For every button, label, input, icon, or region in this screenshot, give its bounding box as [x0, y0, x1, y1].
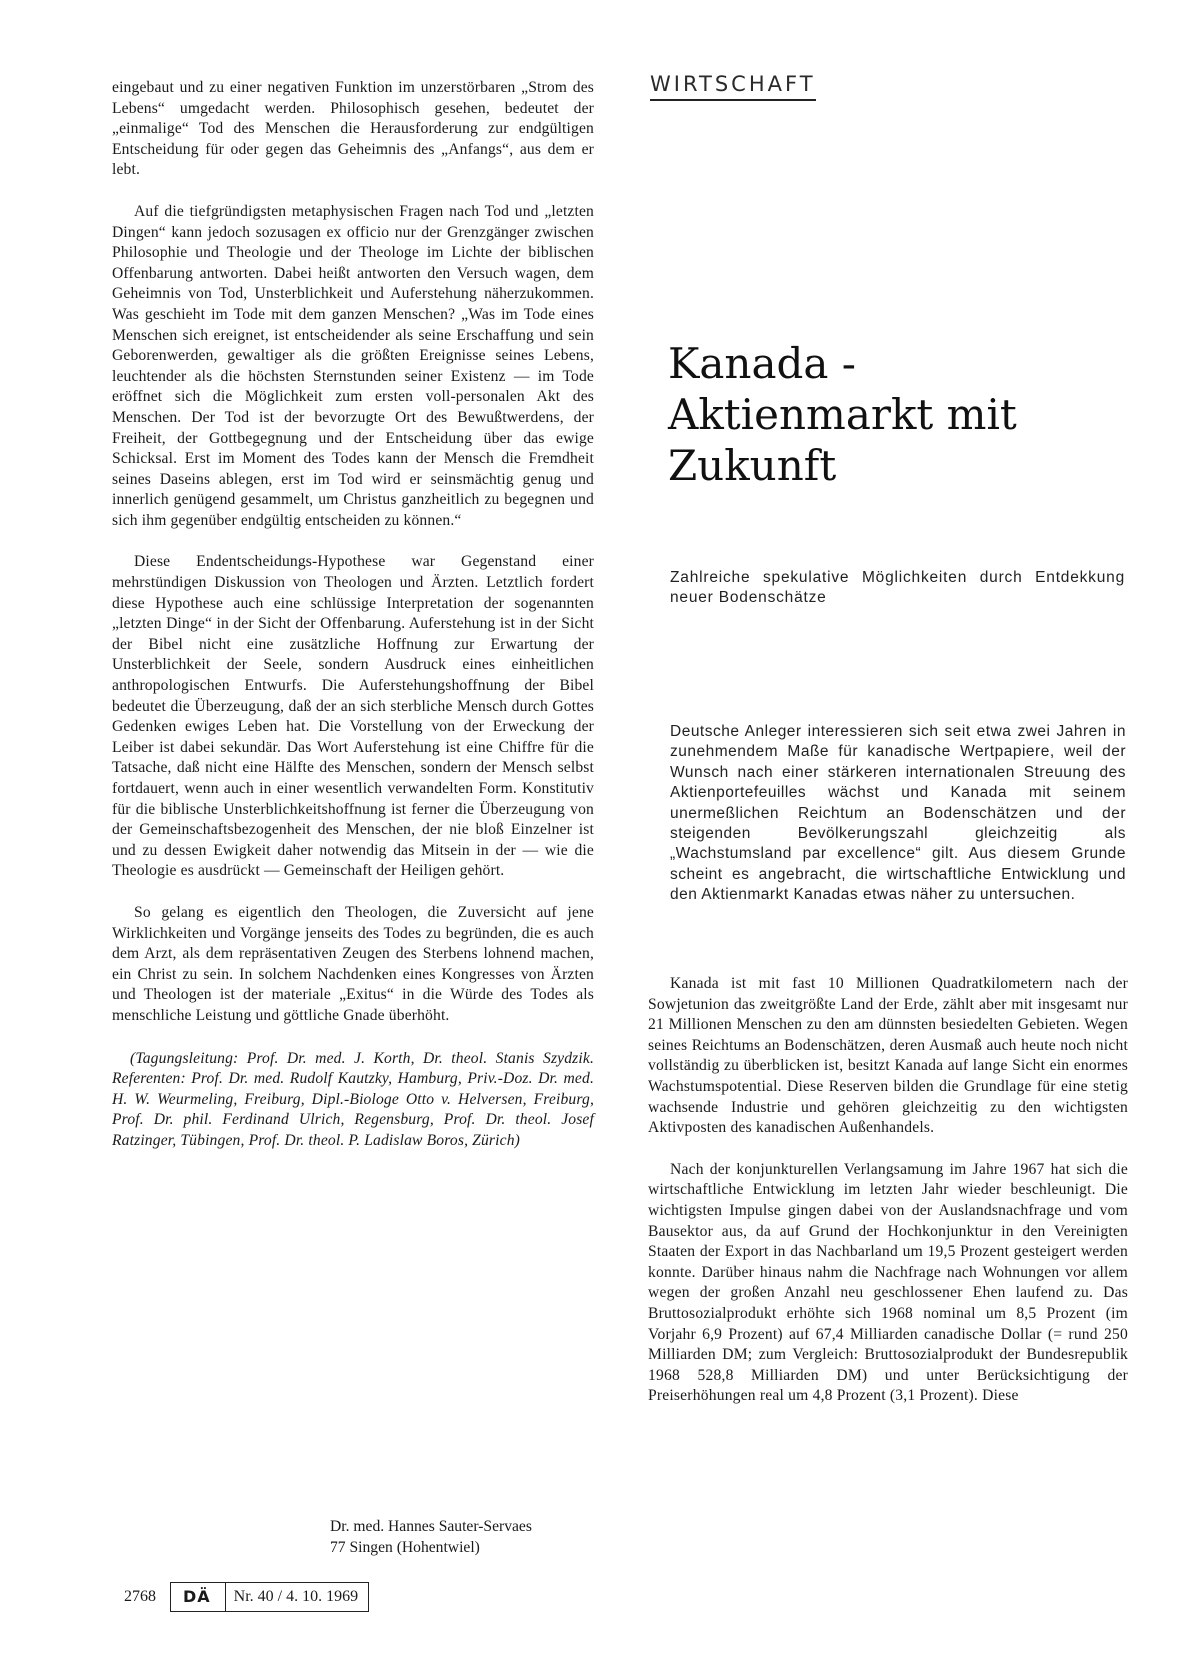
right-paragraph-1: Kanada ist mit fast 10 Millionen Quadratkilometern nach der Sowjetunion das zweitgrößte Land der Erde, zählt aber mit insgesamt nur 21 Millionen Menschen zu den am dünnsten besiedelten Gebieten. Wegen seines Reichtums an Bodenschätzen, deren Ausmaß auch heute noch nicht vollständig zu überblicken ist, besitzt Kanada auf lange Sicht ein enormes Wachstumspotential. Diese Reserven bilden die Grundlage für eine stetig wachsende Industrie und gehören gleichzeitig zu den wichtigsten Aktivposten des kanadischen Außenhandels.	[648, 975, 1128, 1137]
magazine-logo: DÄ	[171, 1583, 226, 1611]
left-paragraph-4: So gelang es eigentlich den Theologen, die Zuversicht auf jene Wirklichkeiten und Vorgänge jenseits des Todes zu begründen, die es auch dem Arzt, als dem repräsentativen Zeugen des Sterbens lohnend machen, ein Christ zu sein. In solchem Nachdenken eines Kongresses von Ärzten und Theologen ist der materiale „Exitus“ in die Würde des Todes als menschliche Leistung und göttliche Gnade überhöht.	[112, 903, 594, 1024]
conference-credits: (Tagungsleitung: Prof. Dr. med. J. Korth, Dr. theol. Stanis Szydzik. Referenten: Prof. Dr. med. Rudolf Kautzky, Hamburg, Priv.-Doz. Dr. med. H. W. Weurmeling, Freiburg, Dipl.-Biologe Otto v. Helversen, Freiburg, Prof. Dr. phil. Ferdinand Ulrich, Regensburg, Prof. Dr. theol. Josef Ratzinger, Tübingen, Prof. Dr. theol. P. Ladislaw Boros, Zürich)	[112, 1049, 594, 1149]
headline-line-2: Aktienmarkt mit	[668, 390, 1017, 439]
page-footer	[124, 1582, 369, 1612]
article-lead: Deutsche Anleger interessieren sich seit etwa zwei Jahren in zunehmendem Maße für kanadische Wertpapiere, weil der Wunsch nach einer stärkeren internationalen Streuung des Aktienportefeuilles wächst und Kanada mit seinem unermeßlichen Reichtum an Bodenschätzen und der steigenden Bevölkerungszahl gleichzeitig als „Wachstumsland par excellence“ gilt. Aus diesem Grunde scheint es angebracht, die wirtschaftliche Entwicklung und den Aktienmarkt Kanadas etwas näher zu untersuchen.	[670, 723, 1126, 904]
right-body	[648, 974, 1128, 1407]
left-paragraph-2: Auf die tiefgründigsten metaphysischen Fragen nach Tod und „letzten Dingen“ kann jedoch sozusagen ex officio nur der Grenzgänger zwischen Philosophie und Theologie und der Theologe im Lichte der biblischen Offenbarung antworten. Dabei heißt antworten den Versuch wagen, dem Geheimnis von Tod, Unsterblichkeit und Auferstehung näherzukommen. Was geschieht im Tode mit dem ganzen Menschen? „Was im Tode eines Menschen sich ereignet, ist entscheidender als seine Erschaffung und sein Geborenwerden, gewaltiger als die größten Ereignisse seines Lebens, leuchtender als die höchsten Sternstunden seiner Existenz — im Tode eröffnet sich die Möglichkeit zum ersten voll-personalen Akt des Menschen. Der Tod ist der bevorzugte Ort des Bewußtwerdens, der Freiheit, der Gottbegegnung und der Entscheidung über das ewige Schicksal. Erst im Moment des Todes kann der Mensch die Fremdheit seines Daseins ablegen, erst im Tod wird er seinsmächtig genug und innerlich genügend gesammelt, um Christus ganzheitlich zu begegnen und sich ihm gegenüber endgültig entscheiden zu können.“	[112, 202, 594, 529]
left-column	[112, 78, 594, 1152]
issue-box	[170, 1582, 369, 1612]
author-signature	[330, 1516, 532, 1558]
issue-label: Nr. 40 / 4. 10. 1969	[233, 1588, 359, 1605]
article-headline	[668, 338, 1138, 491]
article-subtitle: Zahlreiche spekulative Möglichkeiten durch Entdekkung neuer Bodenschätze	[670, 569, 1125, 606]
page-number: 2768	[124, 1588, 156, 1605]
left-paragraph-3: Diese Endentscheidungs-Hypothese war Gegenstand einer mehrstündigen Diskussion von Theologen und Ärzten. Letztlich fordert diese Hypothese auch eine schlüssige Interpretation der sogenannten „letzten Dinge“ in der Sicht der Offenbarung. Auferstehung ist in der Sicht der Bibel nicht eine zusätzliche Hoffnung zur Erwartung der Unsterblichkeit der Seele, sondern Ausdruck eines einheitlichen anthropologischen Entwurfs. Die Auferstehungshoffnung der Bibel bedeutet die Überzeugung, daß der an sich sterbliche Mensch durch Gottes Gedenken ewiges Leben hat. Die Vorstellung von der Erweckung der Leiber ist dabei sekundär. Das Wort Auferstehung ist eine Chiffre für die Tatsache, daß nicht eine Hälfte des Menschen, sondern der Mensch selbst fortdauert, wenn auch in einer wesentlich verwandelten Form. Konstitutiv für die biblische Unsterblichkeitshoffnung ist ferner die Überzeugung von der Gemeinschaftsbezogenheit des Menschen, der nie bloß Einzelner ist und zu dessen Ewigkeit daher notwendig das Mitsein in der — wie die Theologie es ausdrückt — Gemeinschaft der Heiligen gehört.	[112, 553, 594, 880]
headline-line-3: Zukunft	[668, 441, 837, 490]
section-label: WIRTSCHAFT	[650, 72, 816, 101]
section-header	[648, 72, 1128, 101]
left-paragraph-1: eingebaut und zu einer negativen Funktion im unzerstörbaren „Strom des Lebens“ umgedacht werden. Philosophisch gesehen, bedeutet der „einmalige“ Tod des Menschen die Herausforderung zur endgültigen Entscheidung für oder gegen das Geheimnis des „Anfangs“, aus dem er lebt.	[112, 79, 594, 179]
author-place: 77 Singen (Hohentwiel)	[330, 1539, 480, 1556]
headline-line-1: Kanada -	[668, 339, 856, 388]
author-name: Dr. med. Hannes Sauter-Servaes	[330, 1518, 532, 1535]
right-paragraph-2: Nach der konjunkturellen Verlangsamung im Jahre 1967 hat sich die wirtschaftliche Entwicklung im letzten Jahr wieder beschleunigt. Die wichtigsten Impulse gingen dabei von der Auslandsnachfrage und vom Bausektor aus, da auf Grund der Hochkonjunktur in den Vereinigten Staaten der Export in das Nachbarland um 19,5 Prozent gesteigert werden konnte. Darüber hinaus nahm die Nachfrage nach Wohnungen vor allem wegen der großen Anzahl neu geschlossener Ehen laufend zu. Das Bruttosozialprodukt erhöhte sich 1968 nominal um 8,5 Prozent (im Vorjahr 6,9 Prozent) auf 67,4 Milliarden canadische Dollar (= rund 250 Milliarden DM; zum Vergleich: Bruttosozialprodukt der Bundesrepublik 1968 528,8 Milliarden DM) und unter Berücksichtigung der Preiserhöhungen real um 4,8 Prozent (3,1 Prozent). Diese	[648, 1160, 1128, 1405]
